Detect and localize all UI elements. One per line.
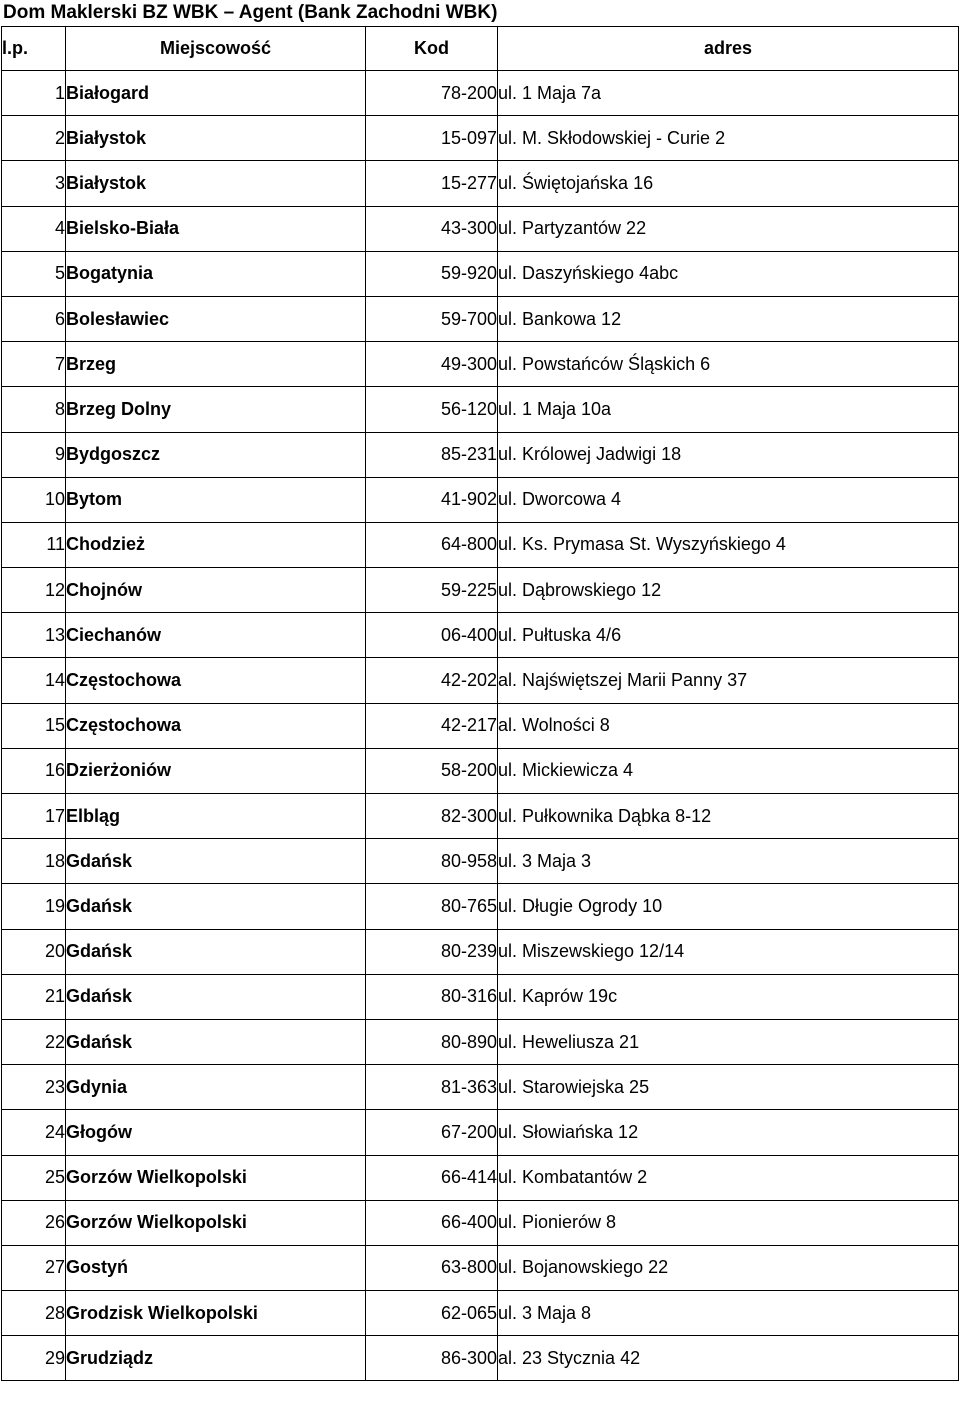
row-postal-code: 82-300: [366, 794, 498, 839]
row-postal-code: 42-217: [366, 703, 498, 748]
row-city: Dzierżoniów: [66, 748, 366, 793]
table-row: [2, 974, 959, 1019]
row-address: ul. Miszewskiego 12/14: [498, 929, 959, 974]
table-row: [2, 116, 959, 161]
row-postal-code: 42-202: [366, 658, 498, 703]
row-city: Grodzisk Wielkopolski: [66, 1291, 366, 1336]
table-row: [2, 1291, 959, 1336]
row-postal-code: 81-363: [366, 1065, 498, 1110]
row-postal-code: 62-065: [366, 1291, 498, 1336]
row-number: 22: [2, 1019, 66, 1064]
row-city: Bolesławiec: [66, 296, 366, 341]
row-address: ul. M. Skłodowskiej - Curie 2: [498, 116, 959, 161]
row-postal-code: 06-400: [366, 613, 498, 658]
table-row: [2, 1336, 959, 1381]
row-postal-code: 43-300: [366, 206, 498, 251]
row-address: ul. 1 Maja 7a: [498, 71, 959, 116]
table-header-row: [2, 27, 959, 71]
row-address: ul. Heweliusza 21: [498, 1019, 959, 1064]
row-number: 5: [2, 251, 66, 296]
row-postal-code: 58-200: [366, 748, 498, 793]
row-address: ul. Dąbrowskiego 12: [498, 568, 959, 613]
row-number: 11: [2, 522, 66, 567]
row-number: 8: [2, 387, 66, 432]
row-postal-code: 59-225: [366, 568, 498, 613]
table-row: [2, 342, 959, 387]
row-address: al. Wolności 8: [498, 703, 959, 748]
document-title: Dom Maklerski BZ WBK – Agent (Bank Zachodni WBK): [3, 2, 498, 23]
row-number: 4: [2, 206, 66, 251]
row-number: 16: [2, 748, 66, 793]
table-row: [2, 748, 959, 793]
row-postal-code: 15-097: [366, 116, 498, 161]
table-row: [2, 522, 959, 567]
row-number: 13: [2, 613, 66, 658]
row-city: Głogów: [66, 1110, 366, 1155]
row-number: 27: [2, 1245, 66, 1290]
row-address: ul. Pionierów 8: [498, 1200, 959, 1245]
row-number: 25: [2, 1155, 66, 1200]
header-postal-code: Kod: [366, 27, 498, 71]
table-row: [2, 1155, 959, 1200]
row-address: al. Najświętszej Marii Panny 37: [498, 658, 959, 703]
row-postal-code: 80-765: [366, 884, 498, 929]
table-row: [2, 794, 959, 839]
row-number: 3: [2, 161, 66, 206]
row-number: 10: [2, 477, 66, 522]
row-city: Gdańsk: [66, 884, 366, 929]
header-city: Miejscowość: [66, 27, 366, 71]
row-number: 6: [2, 296, 66, 341]
table-row: [2, 1065, 959, 1110]
row-address: ul. Starowiejska 25: [498, 1065, 959, 1110]
row-postal-code: 85-231: [366, 432, 498, 477]
row-number: 1: [2, 71, 66, 116]
row-postal-code: 80-958: [366, 839, 498, 884]
table-row: [2, 432, 959, 477]
row-address: ul. 3 Maja 3: [498, 839, 959, 884]
row-address: ul. Pułtuska 4/6: [498, 613, 959, 658]
table-row: [2, 658, 959, 703]
table-row: [2, 568, 959, 613]
row-address: ul. Ks. Prymasa St. Wyszyńskiego 4: [498, 522, 959, 567]
row-postal-code: 86-300: [366, 1336, 498, 1381]
row-city: Grudziądz: [66, 1336, 366, 1381]
table-row: [2, 1200, 959, 1245]
table-row: [2, 1019, 959, 1064]
row-city: Białogard: [66, 71, 366, 116]
row-city: Gorzów Wielkopolski: [66, 1155, 366, 1200]
row-postal-code: 59-920: [366, 251, 498, 296]
row-address: ul. Daszyńskiego 4abc: [498, 251, 959, 296]
row-address: ul. Świętojańska 16: [498, 161, 959, 206]
row-address: ul. Powstańców Śląskich 6: [498, 342, 959, 387]
row-postal-code: 80-316: [366, 974, 498, 1019]
row-address: ul. Kombatantów 2: [498, 1155, 959, 1200]
row-address: al. 23 Stycznia 42: [498, 1336, 959, 1381]
row-city: Brzeg Dolny: [66, 387, 366, 432]
table-row: [2, 1245, 959, 1290]
row-number: 19: [2, 884, 66, 929]
row-postal-code: 64-800: [366, 522, 498, 567]
row-city: Bielsko-Biała: [66, 206, 366, 251]
row-number: 9: [2, 432, 66, 477]
row-number: 14: [2, 658, 66, 703]
table-row: [2, 296, 959, 341]
row-city: Bytom: [66, 477, 366, 522]
row-postal-code: 56-120: [366, 387, 498, 432]
row-postal-code: 59-700: [366, 296, 498, 341]
row-city: Gdańsk: [66, 839, 366, 884]
row-city: Białystok: [66, 116, 366, 161]
row-number: 24: [2, 1110, 66, 1155]
table-row: [2, 884, 959, 929]
row-postal-code: 41-902: [366, 477, 498, 522]
row-postal-code: 66-414: [366, 1155, 498, 1200]
row-city: Ciechanów: [66, 613, 366, 658]
row-number: 28: [2, 1291, 66, 1336]
row-number: 7: [2, 342, 66, 387]
row-city: Brzeg: [66, 342, 366, 387]
row-address: ul. Dworcowa 4: [498, 477, 959, 522]
row-address: ul. Mickiewicza 4: [498, 748, 959, 793]
row-address: ul. Bankowa 12: [498, 296, 959, 341]
row-address: ul. Partyzantów 22: [498, 206, 959, 251]
row-number: 18: [2, 839, 66, 884]
header-lp: l.p.: [2, 27, 66, 71]
row-city: Częstochowa: [66, 703, 366, 748]
row-address: ul. 3 Maja 8: [498, 1291, 959, 1336]
table-row: [2, 161, 959, 206]
table-row: [2, 613, 959, 658]
row-city: Bydgoszcz: [66, 432, 366, 477]
table-row: [2, 477, 959, 522]
row-address: ul. Pułkownika Dąbka 8-12: [498, 794, 959, 839]
header-address: adres: [498, 27, 959, 71]
row-city: Gdańsk: [66, 929, 366, 974]
row-postal-code: 80-239: [366, 929, 498, 974]
row-city: Gorzów Wielkopolski: [66, 1200, 366, 1245]
table-row: [2, 387, 959, 432]
row-number: 23: [2, 1065, 66, 1110]
row-address: ul. Królowej Jadwigi 18: [498, 432, 959, 477]
row-postal-code: 67-200: [366, 1110, 498, 1155]
row-address: ul. Bojanowskiego 22: [498, 1245, 959, 1290]
row-number: 29: [2, 1336, 66, 1381]
row-postal-code: 80-890: [366, 1019, 498, 1064]
row-city: Chojnów: [66, 568, 366, 613]
row-city: Częstochowa: [66, 658, 366, 703]
row-city: Gdynia: [66, 1065, 366, 1110]
row-number: 15: [2, 703, 66, 748]
row-address: ul. Długie Ogrody 10: [498, 884, 959, 929]
row-number: 12: [2, 568, 66, 613]
row-address: ul. Kaprów 19c: [498, 974, 959, 1019]
row-address: ul. 1 Maja 10a: [498, 387, 959, 432]
row-city: Białystok: [66, 161, 366, 206]
row-postal-code: 15-277: [366, 161, 498, 206]
table-row: [2, 206, 959, 251]
row-city: Gdańsk: [66, 974, 366, 1019]
row-postal-code: 78-200: [366, 71, 498, 116]
row-number: 20: [2, 929, 66, 974]
table-body: [2, 71, 959, 1381]
row-postal-code: 66-400: [366, 1200, 498, 1245]
row-city: Elbląg: [66, 794, 366, 839]
table-row: [2, 929, 959, 974]
table-row: [2, 703, 959, 748]
table-row: [2, 1110, 959, 1155]
row-address: ul. Słowiańska 12: [498, 1110, 959, 1155]
row-number: 21: [2, 974, 66, 1019]
row-city: Gostyń: [66, 1245, 366, 1290]
row-city: Bogatynia: [66, 251, 366, 296]
table-row: [2, 71, 959, 116]
table-row: [2, 839, 959, 884]
row-postal-code: 63-800: [366, 1245, 498, 1290]
row-city: Gdańsk: [66, 1019, 366, 1064]
row-postal-code: 49-300: [366, 342, 498, 387]
row-number: 2: [2, 116, 66, 161]
broker-agents-table: [1, 26, 959, 1381]
table-row: [2, 251, 959, 296]
row-number: 26: [2, 1200, 66, 1245]
row-number: 17: [2, 794, 66, 839]
row-city: Chodzież: [66, 522, 366, 567]
